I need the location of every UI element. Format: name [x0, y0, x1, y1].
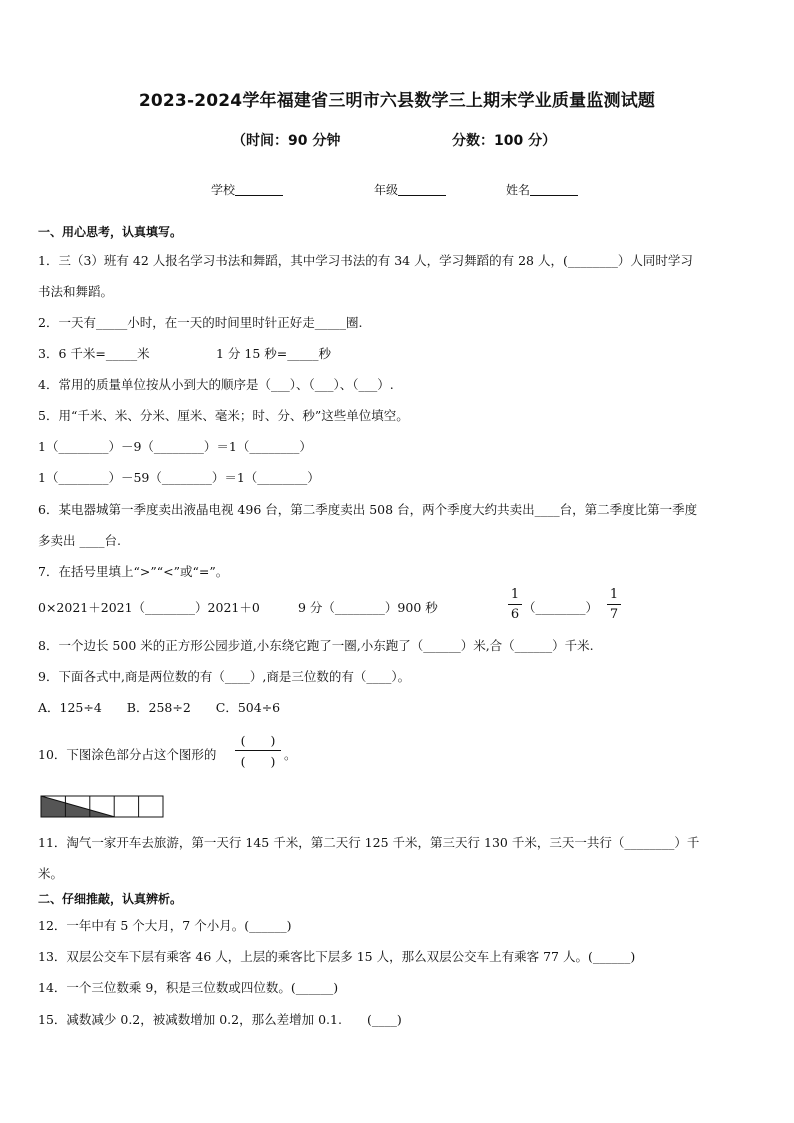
section-heading-2: 二、仔细推敲，认真辨析。	[38, 892, 183, 906]
question-14: 14．一个三位数乘 9，积是三位数或四位数。(______)	[38, 980, 339, 995]
question-5-row-2: 1（________）－59（________）＝1（________）	[38, 470, 320, 485]
question-10-end: 。	[284, 747, 297, 762]
grade-field: 年级	[374, 181, 446, 198]
question-8: 8．一个边长 500 米的正方形公园步道,小东绕它跑了一圈,小东跑了（______）米,合（______）千米.	[38, 638, 594, 653]
grade-blank[interactable]	[398, 183, 446, 196]
question-3a: 3．6 千米=_____米	[38, 346, 150, 361]
question-12: 12．一年中有 5 个大月，7 个小月。(______)	[38, 918, 292, 933]
question-11: 11．淘气一家开车去旅游，第一天行 145 千米，第二天行 125 千米，第三天行 130 千米，三天一共行（________）千	[38, 835, 700, 850]
school-blank[interactable]	[235, 183, 283, 196]
name-field: 姓名	[506, 181, 578, 198]
question-10-fraction: ( ) ( )	[235, 731, 281, 770]
fraction-one-seventh: 1 7	[607, 587, 621, 622]
school-field: 学校	[211, 181, 283, 198]
question-3b: 1 分 15 秒=_____秒	[216, 346, 332, 361]
question-15: 15．减数减少 0.2，被减数增加 0.2，那么差增加 0.1. (____)	[38, 1012, 402, 1027]
question-7: 7．在括号里填上“>”“<”或“=”。	[38, 564, 229, 579]
question-9-options: A．125÷4 B．258÷2 C．504÷6	[38, 700, 281, 715]
question-2: 2．一天有_____小时，在一天的时间里时针正好走_____圈.	[38, 315, 363, 330]
total-score: 分数：100 分）	[452, 133, 557, 149]
question-7-item-a: 0×2021＋2021（________）2021＋0	[38, 600, 260, 615]
question-9: 9．下面各式中,商是两位数的有（____）,商是三位数的有（____）。	[38, 669, 411, 684]
question-7-item-c-paren: （________）	[523, 600, 599, 615]
question-1: 1．三（3）班有 42 人报名学习书法和舞蹈，其中学习书法的有 34 人，学习舞蹈的有 28 人，(________）人同时学习	[38, 253, 693, 268]
time-limit: （时间：90 分钟	[232, 133, 341, 149]
shaded-rectangle-figure	[40, 795, 168, 821]
section-heading-1: 一、用心思考，认真填写。	[38, 225, 183, 239]
question-1-cont: 书法和舞蹈。	[38, 284, 114, 299]
name-blank[interactable]	[530, 183, 578, 196]
question-5-row-1: 1（________）－9（________）＝1（________）	[38, 439, 312, 454]
fraction-one-sixth: 1 6	[508, 587, 522, 622]
question-7-item-b: 9 分（________）900 秒	[298, 600, 438, 615]
question-6: 6．某电器城第一季度卖出液晶电视 496 台，第二季度卖出 508 台，两个季度大约共卖出____台，第二季度比第一季度	[38, 502, 698, 517]
question-4: 4．常用的质量单位按从小到大的顺序是（___）、（___）、（___）.	[38, 377, 394, 392]
question-6-cont: 多卖出 ____台.	[38, 533, 121, 548]
question-13: 13．双层公交车下层有乘客 46 人，上层的乘客比下层多 15 人，那么双层公交车上有乘客 77 人。(______)	[38, 949, 636, 964]
question-11-cont: 米。	[38, 866, 64, 881]
question-10: 10．下图涂色部分占这个图形的	[38, 747, 217, 762]
question-5: 5．用“千米、米、分米、厘米、毫米；时、分、秒”这些单位填空。	[38, 408, 409, 423]
page-title: 2023-2024学年福建省三明市六县数学三上期末学业质量监测试题	[138, 91, 656, 111]
